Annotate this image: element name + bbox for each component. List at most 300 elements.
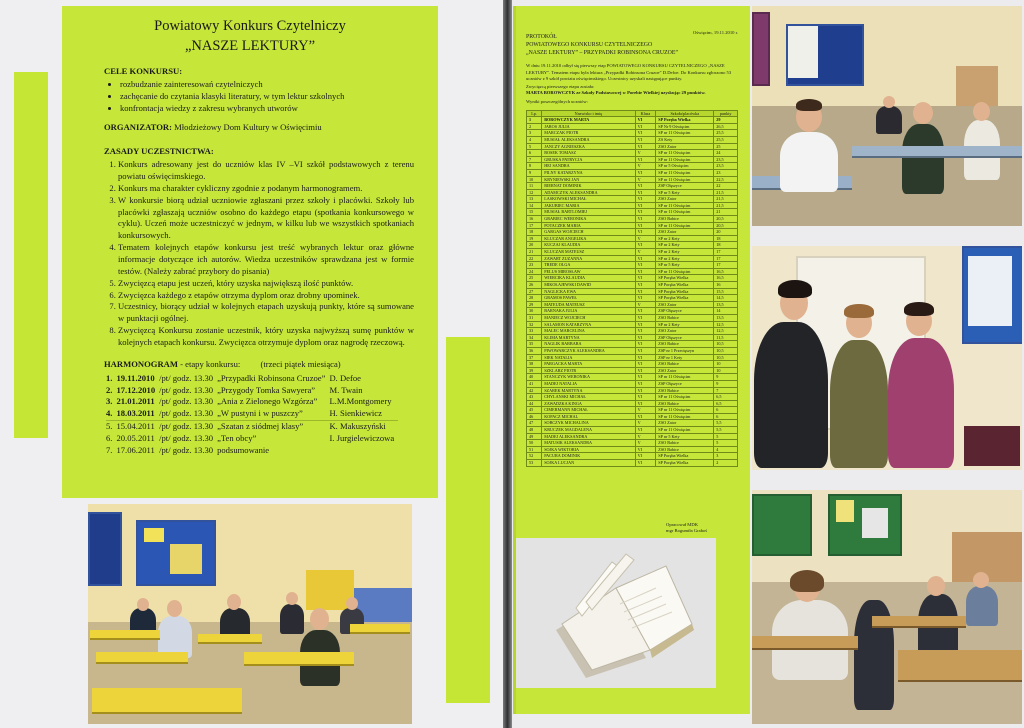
schedule-time: /pt/ godz. 13.30: [159, 408, 214, 419]
results-cell: SP nr 11 Oświęcim: [656, 394, 714, 401]
results-cell: 39: [527, 367, 542, 374]
results-cell: 5,5: [714, 420, 738, 427]
poster-title: Powiatowy Konkurs Czytelniczy: [154, 18, 346, 34]
green-strip: [14, 72, 48, 438]
protocol-table-label: Wyniki poszczególnych uczniów:: [526, 99, 588, 105]
results-cell: SP nr 5 Kety: [656, 262, 714, 269]
results-cell: ZAWART ZUZANNA: [542, 255, 635, 262]
results-cell: 25: [714, 143, 738, 150]
organizer-label: ORGANIZATOR:: [104, 122, 172, 133]
results-cell: SP nr 11 Oświęcim: [656, 222, 714, 229]
results-cell: 7: [714, 387, 738, 394]
results-cell: 10: [714, 361, 738, 368]
results-cell: GRUSKA PATRYCJA: [542, 156, 635, 163]
results-cell: 9: [714, 374, 738, 381]
results-cell: V: [635, 420, 656, 427]
results-cell: 53: [527, 460, 542, 467]
results-cell: VI: [635, 117, 656, 124]
schedule-table: [106, 373, 398, 457]
results-cell: VI: [635, 341, 656, 348]
results-cell: NAGLICKA EWA: [542, 288, 635, 295]
results-cell: 4: [527, 136, 542, 143]
results-cell: VI: [635, 295, 656, 302]
results-cell: 35: [527, 341, 542, 348]
results-cell: V: [635, 150, 656, 157]
schedule-date: 17.12.2010: [116, 384, 156, 395]
rule-item: 7. Uczestnicy, biorący udział w kolejnych etapach uzyskują punkty, które są sumowane w punktacji ogólnej.: [118, 301, 414, 325]
results-cell: ZSP Olęszyce: [656, 380, 714, 387]
results-cell: MUSIAŁ ALEKSANDRA: [542, 136, 635, 143]
results-cell: KOPACZ MICHAL: [542, 413, 635, 420]
schedule-time: /pt/ godz. 13.30: [159, 372, 214, 383]
results-cell: 10: [714, 367, 738, 374]
schedule-author: K. Makuszyński: [329, 421, 386, 432]
results-cell: 6: [714, 413, 738, 420]
results-cell: VI: [635, 262, 656, 269]
schedule-title: „Przygody Tomka Sawyera”: [217, 384, 316, 395]
results-cell: 47: [527, 420, 542, 427]
results-cell: 45: [527, 407, 542, 414]
results-cell: 6: [714, 407, 738, 414]
results-cell: 5: [527, 143, 542, 150]
results-cell: 29: [527, 301, 542, 308]
results-cell: VI: [635, 189, 656, 196]
results-cell: 49: [527, 433, 542, 440]
results-cell: VI: [635, 334, 656, 341]
results-cell: MIKOŁAJEWSKI DAWID: [542, 282, 635, 289]
results-cell: SOJKA WIKTORIA: [542, 446, 635, 453]
results-cell: VI: [635, 143, 656, 150]
results-cell: ZSO Zator: [656, 143, 714, 150]
results-cell: 7: [527, 156, 542, 163]
results-row: [527, 328, 738, 335]
goal-item: • rozbudzanie zainteresowań czytelniczych: [120, 79, 428, 91]
results-cell: 10,5: [714, 341, 738, 348]
results-row: [527, 235, 738, 242]
results-cell: VI: [635, 314, 656, 321]
open-book-photo: [516, 538, 716, 688]
results-cell: 43: [527, 394, 542, 401]
results-header-row: [527, 110, 738, 117]
results-cell: VI: [635, 196, 656, 203]
results-cell: 23,5: [714, 163, 738, 170]
results-column-header: Nazwisko i imię: [542, 110, 635, 117]
protocol-winner-label: Zwycięzcą pierwszego etapu została:: [526, 84, 595, 89]
protocol-winner: MARTA BOROWCZYK ze Szkoły Podstawowej w Porebie Wielkiej uzyskując 29 punktów.: [526, 90, 706, 96]
results-cell: VI: [635, 268, 656, 275]
results-cell: VI: [635, 400, 656, 407]
results-cell: VI: [635, 354, 656, 361]
results-row: [527, 407, 738, 414]
results-cell: 34: [527, 334, 542, 341]
results-row: [527, 341, 738, 348]
results-column-header: Klasa: [635, 110, 656, 117]
results-cell: VI: [635, 453, 656, 460]
results-row: [527, 400, 738, 407]
rule-item: 2. Konkurs ma charakter cykliczny zgodnie z podanym harmonogramem.: [118, 183, 414, 195]
results-cell: 13,5: [714, 314, 738, 321]
results-column-header: Szkoła/placówka: [656, 110, 714, 117]
results-cell: 5: [714, 433, 738, 440]
results-row: [527, 301, 738, 308]
schedule-time: /pt/ godz. 13.30: [159, 444, 214, 455]
results-cell: 5,5: [714, 427, 738, 434]
results-cell: 5: [714, 440, 738, 447]
results-cell: 15: [527, 209, 542, 216]
results-cell: 18: [714, 242, 738, 249]
results-row: [527, 282, 738, 289]
schedule-date: 19.11.2010: [116, 372, 155, 383]
results-cell: 38: [527, 361, 542, 368]
results-column-header: Lp.: [527, 110, 542, 117]
results-cell: 10,5: [714, 347, 738, 354]
schedule-header: [104, 359, 428, 371]
results-row: [527, 433, 738, 440]
results-row: [527, 367, 738, 374]
results-cell: VI: [635, 123, 656, 130]
results-cell: JAKUBIEC MARIA: [542, 202, 635, 209]
results-row: [527, 321, 738, 328]
results-cell: VI: [635, 413, 656, 420]
results-cell: HEJ SANDRA: [542, 163, 635, 170]
results-cell: SP nr 5 Kety: [656, 433, 714, 440]
book-gutter: [503, 0, 512, 728]
results-cell: 12: [527, 189, 542, 196]
results-cell: MALEC MARCELINA: [542, 328, 635, 335]
results-cell: 37: [527, 354, 542, 361]
results-cell: MADEJ ALEKSANDRA: [542, 433, 635, 440]
results-cell: ZAWADZKA KINGA: [542, 400, 635, 407]
results-cell: 51: [527, 446, 542, 453]
results-cell: ZSO Babice: [656, 341, 714, 348]
results-cell: ZSO Babice: [656, 216, 714, 223]
results-cell: 18: [714, 235, 738, 242]
protocol-heading1: PROTOKÓŁ: [526, 34, 557, 40]
goals-heading: CELE KONKURSU:: [104, 66, 183, 76]
results-cell: ZSO Babice: [656, 446, 714, 453]
results-cell: SP nr 11 Oświęcim: [656, 150, 714, 157]
results-row: [527, 268, 738, 275]
results-cell: 26,5: [714, 123, 738, 130]
schedule-note2: (trzeci piątek miesiąca): [260, 358, 341, 369]
results-row: [527, 150, 738, 157]
results-row: [527, 374, 738, 381]
results-cell: 32: [527, 321, 542, 328]
results-cell: ZSP nr 1 Kety: [656, 354, 714, 361]
results-cell: ZSO Zator: [656, 367, 714, 374]
results-cell: PIWOWARCZYK ALEKSANDRA: [542, 347, 635, 354]
results-cell: JANCZY AGNIESZKA: [542, 143, 635, 150]
results-row: [527, 117, 738, 124]
schedule-row: [106, 421, 398, 433]
schedule-n: 3.: [106, 396, 113, 407]
green-strip: [446, 337, 490, 703]
results-cell: KLIMA MARTYNA: [542, 334, 635, 341]
results-cell: 52: [527, 453, 542, 460]
results-cell: 8: [527, 163, 542, 170]
results-cell: 25: [527, 275, 542, 282]
results-cell: 17: [714, 249, 738, 256]
classroom-photo: [88, 504, 412, 724]
results-cell: 17: [714, 262, 738, 269]
results-row: [527, 130, 738, 137]
results-cell: 48: [527, 427, 542, 434]
results-cell: 11: [527, 183, 542, 190]
rules-heading: ZASADY UCZESTNICTWA:: [104, 146, 214, 157]
results-row: [527, 136, 738, 143]
results-cell: 31: [527, 314, 542, 321]
results-cell: 29: [714, 117, 738, 124]
schedule-date: 17.06.2011: [116, 444, 155, 455]
results-row: [527, 460, 738, 467]
results-cell: 14,5: [714, 295, 738, 302]
results-cell: VI: [635, 209, 656, 216]
results-row: [527, 275, 738, 282]
schedule-note: - etapy konkursu:: [180, 358, 241, 369]
results-cell: SALAMON KATARZYNA: [542, 321, 635, 328]
results-cell: SP nr 11 Oświęcim: [656, 427, 714, 434]
rule-item: 6. Zwycięzca każdego z etapów otrzyma dyplom oraz drobny upominek.: [118, 290, 414, 302]
results-cell: BIERNAT DOMINIK: [542, 183, 635, 190]
poster-subtitle: „NASZE LEKTURY”: [184, 38, 316, 54]
schedule-n: 5.: [106, 421, 113, 432]
results-cell: V: [635, 235, 656, 242]
results-cell: ZS Kety: [656, 136, 714, 143]
schedule-time: /pt/ godz. 13.30: [159, 421, 214, 432]
results-cell: ZSO Zator: [656, 196, 714, 203]
results-cell: 3: [714, 453, 738, 460]
results-cell: VI: [635, 216, 656, 223]
results-cell: VI: [635, 394, 656, 401]
results-row: [527, 189, 738, 196]
results-cell: SP Poręba Wielka: [656, 117, 714, 124]
results-cell: 42: [527, 387, 542, 394]
schedule-title: „W pustyni i w puszczy”: [217, 408, 303, 419]
results-cell: KUCZAJ KLAUDIA: [542, 242, 635, 249]
results-row: [527, 387, 738, 394]
schedule-n: 7.: [106, 444, 113, 455]
results-cell: CHYLANSKI MICHAŁ: [542, 394, 635, 401]
results-cell: ZSO Babice: [656, 440, 714, 447]
results-row: [527, 156, 738, 163]
schedule-n: 1.: [106, 372, 113, 383]
results-cell: MANIECZ WOJCIECH: [542, 314, 635, 321]
schedule-author: L.M.Montgomery: [329, 396, 392, 407]
goal-item: • zachęcanie do czytania klasyki literatury, w tym lektur szkolnych: [120, 91, 428, 103]
results-cell: VI: [635, 374, 656, 381]
results-cell: 22: [714, 183, 738, 190]
results-cell: ZSP nr 1 Przecięszyn: [656, 347, 714, 354]
results-cell: SP Nr 9 Oświęcim: [656, 123, 714, 130]
results-row: [527, 249, 738, 256]
results-cell: ZSO Babice: [656, 400, 714, 407]
schedule-heading: HARMONOGRAM: [104, 358, 178, 369]
results-cell: VI: [635, 460, 656, 467]
results-cell: PILNY KATARZYNA: [542, 169, 635, 176]
results-cell: SIEK NATALIA: [542, 354, 635, 361]
results-cell: 6,5: [714, 400, 738, 407]
results-cell: SP nr 11 Oświęcim: [656, 209, 714, 216]
results-cell: VI: [635, 321, 656, 328]
results-cell: GARGAS WOJCIECH: [542, 229, 635, 236]
results-cell: WIERCIKA KLAUDIA: [542, 275, 635, 282]
results-cell: 27: [527, 288, 542, 295]
schedule-row: [106, 385, 398, 397]
results-cell: 2: [714, 460, 738, 467]
results-cell: ZSO Zator: [656, 301, 714, 308]
results-cell: VI: [635, 282, 656, 289]
goals-list: [120, 79, 428, 115]
results-cell: SP nr 2 Kety: [656, 242, 714, 249]
protocol-body: W dniu 19.11.2010 odbył się pierwszy etap POWIATOWEGO KONKURSU CZYTELNICZEGO „NASZE LEKTURY”. Tematem etapu była lektura „Przypadki Robinsona Cruzoe” D.Defoe. Do Konkursu zgłoszono 53 uczniów z 9 szkół powiatu oświęcimskiego. Uczestnicy uzyskali następujące punkty.: [526, 63, 732, 81]
results-cell: ZSO Zator: [656, 420, 714, 427]
results-cell: KLUCZAR MATEUSZ: [542, 249, 635, 256]
results-row: [527, 453, 738, 460]
results-cell: SP nr 11 Oświęcim: [656, 413, 714, 420]
schedule-time: /pt/ godz. 13.30: [159, 433, 214, 444]
results-cell: VI: [635, 308, 656, 315]
results-cell: SP Poręba Wielka: [656, 288, 714, 295]
results-cell: 16: [714, 282, 738, 289]
schedule-n: 6.: [106, 433, 113, 444]
results-cell: VI: [635, 347, 656, 354]
results-cell: V: [635, 176, 656, 183]
results-cell: 20: [527, 242, 542, 249]
results-row: [527, 169, 738, 176]
results-cell: VI: [635, 446, 656, 453]
results-cell: 10,5: [714, 354, 738, 361]
results-cell: 4: [714, 446, 738, 453]
results-row: [527, 354, 738, 361]
results-row: [527, 255, 738, 262]
results-cell: 13,5: [714, 301, 738, 308]
results-cell: 46: [527, 413, 542, 420]
results-row: [527, 413, 738, 420]
results-cell: 33: [527, 328, 542, 335]
results-cell: STANCZYK WERONIKA: [542, 374, 635, 381]
results-cell: PARGACKA MARTA: [542, 361, 635, 368]
results-cell: 16,5: [714, 275, 738, 282]
organizer-name: Młodzieżowy Dom Kultury w Oświęcimiu: [174, 122, 322, 133]
results-cell: 24: [527, 268, 542, 275]
results-cell: V: [635, 440, 656, 447]
schedule-date: 15.04.2011: [116, 421, 155, 432]
results-cell: FELUS MIROSŁAW: [542, 268, 635, 275]
protocol-signature: [666, 522, 707, 534]
results-cell: SP nr 5 Oświęcim: [656, 163, 714, 170]
schedule-n: 2.: [106, 384, 113, 395]
goal-item: • konfrontacja wiedzy z zakresu wybranych utworów: [120, 103, 428, 115]
results-row: [527, 229, 738, 236]
results-cell: VI: [635, 242, 656, 249]
results-cell: 6: [527, 150, 542, 157]
results-row: [527, 420, 738, 427]
results-cell: NAGLIK BARBARA: [542, 341, 635, 348]
results-cell: V: [635, 433, 656, 440]
schedule-row: [106, 396, 398, 408]
results-cell: POTACZEK MARIA: [542, 222, 635, 229]
rule-item: 8. Zwycięzcą Konkursu zostanie uczestnik, który uzyska najwyższą sumę punktów w kolejnych etapach konkursu. Zwycięzca otrzymuje dyplom oraz nagrodę rzeczową.: [118, 325, 414, 349]
results-cell: ZSO Zator: [656, 229, 714, 236]
results-cell: 21,5: [714, 196, 738, 203]
results-cell: 23: [714, 169, 738, 176]
results-row: [527, 183, 738, 190]
rules-list: [118, 159, 414, 349]
results-cell: VI: [635, 367, 656, 374]
results-cell: SZAREK MARTYNA: [542, 387, 635, 394]
results-cell: ZSO Babice: [656, 387, 714, 394]
results-cell: 20,5: [714, 216, 738, 223]
schedule-title: „Ania z Zielonego Wzgórza”: [217, 396, 318, 407]
schedule-author: I. Jurgielewiczowa: [329, 433, 395, 444]
results-cell: 13: [527, 196, 542, 203]
results-row: [527, 202, 738, 209]
results-cell: VI: [635, 427, 656, 434]
results-cell: VI: [635, 328, 656, 335]
results-cell: V: [635, 301, 656, 308]
results-cell: 21: [714, 209, 738, 216]
results-cell: 1: [527, 117, 542, 124]
results-cell: 21: [527, 249, 542, 256]
results-cell: 25,5: [714, 136, 738, 143]
protocol-heading2: POWIATOWEGO KONKURSU CZYTELNICZEGO: [526, 41, 653, 48]
schedule-author: [329, 445, 398, 457]
results-cell: 23,5: [714, 156, 738, 163]
results-cell: 41: [527, 380, 542, 387]
results-cell: 9: [527, 169, 542, 176]
results-cell: 19: [527, 235, 542, 242]
results-cell: ZSP Olęszyce: [656, 183, 714, 190]
results-row: [527, 176, 738, 183]
rule-item: 4. Tematem kolejnych etapów konkursu jest treść wybranych lektur oraz główne informacje dotyczące ich autorów. Wiedza uczestników sprawdzana jest w formie testów. (Należy zabrać przybory do pisania): [118, 242, 414, 278]
schedule-row: [106, 373, 398, 385]
schedule-date: 21.01.2011: [116, 396, 155, 407]
classroom-photo-top: [752, 6, 1022, 226]
results-cell: SP Poręba Wielka: [656, 282, 714, 289]
results-cell: VI: [635, 183, 656, 190]
results-cell: TREDE OLGA: [542, 262, 635, 269]
results-cell: VI: [635, 255, 656, 262]
organizer-line: [104, 122, 428, 134]
results-cell: SOJKA LUCJAN: [542, 460, 635, 467]
results-cell: ZSO Zator: [656, 328, 714, 335]
results-row: [527, 394, 738, 401]
results-cell: SP nr 2 Kety: [656, 249, 714, 256]
results-cell: 36: [527, 347, 542, 354]
results-row: [527, 314, 738, 321]
results-cell: GRABIEC WERONIKA: [542, 216, 635, 223]
results-cell: 23: [527, 262, 542, 269]
results-cell: 24: [714, 150, 738, 157]
results-cell: 16,5: [714, 268, 738, 275]
results-cell: KRUCZEK MAGDALENA: [542, 427, 635, 434]
results-cell: 30: [527, 308, 542, 315]
results-cell: SP nr 2 Kety: [656, 255, 714, 262]
signature-line2: mgr Bogumiła Graboś: [666, 527, 708, 533]
results-cell: ZSO Babice: [656, 314, 714, 321]
results-cell: GRAMOS PAWEŁ: [542, 295, 635, 302]
schedule-row: [106, 433, 398, 445]
results-cell: SP nr 11 Oświęcim: [656, 156, 714, 163]
results-cell: MATEUDA MATEUSZ: [542, 301, 635, 308]
results-cell: 17: [714, 255, 738, 262]
results-cell: ADAMCZYK ALEKSANDRA: [542, 189, 635, 196]
results-cell: SP nr 11 Oświęcim: [656, 407, 714, 414]
protocol-heading3: „NASZE LEKTURY” – PRZYPADKI ROBINSONA CRUZOE”: [526, 49, 678, 56]
schedule-title: „Szatan z siódmej klasy”: [217, 421, 304, 432]
schedule-author: H. Sienkiewicz: [329, 408, 382, 419]
schedule-row: [106, 445, 398, 457]
